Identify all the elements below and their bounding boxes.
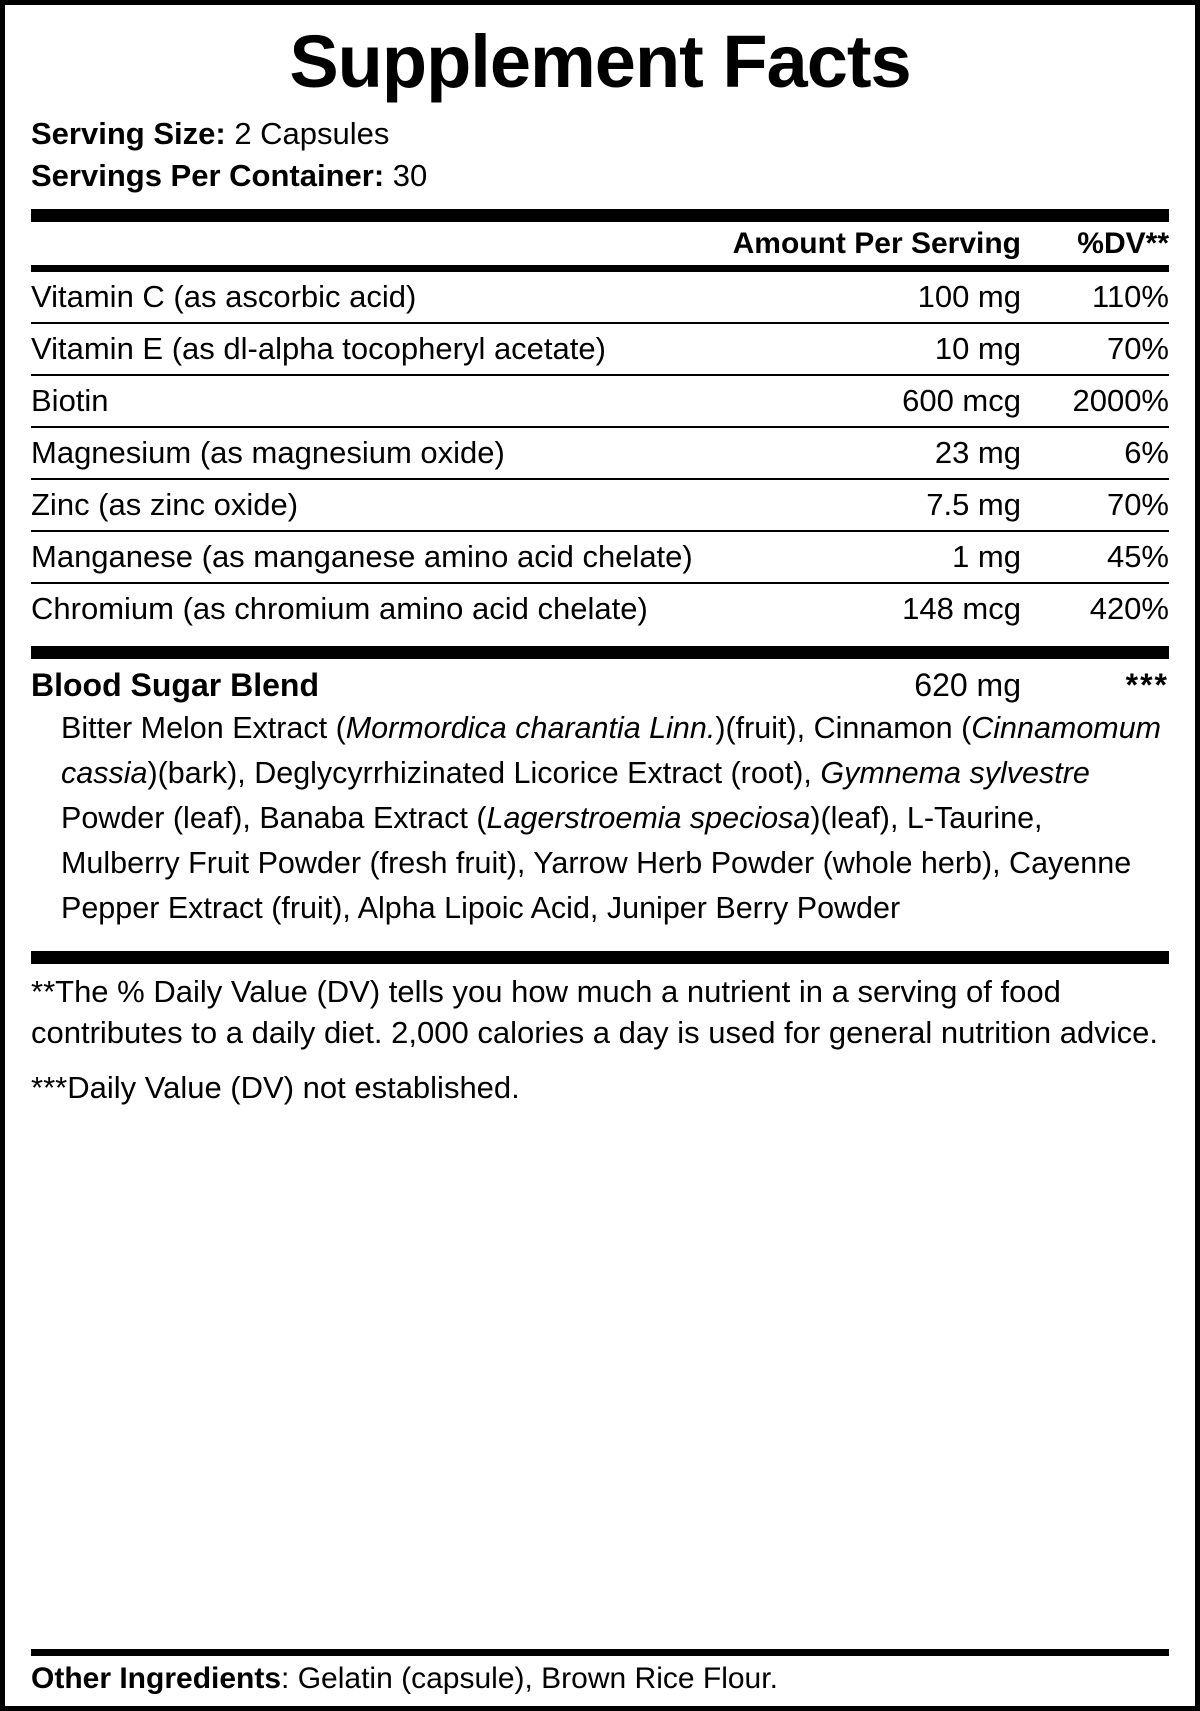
blend-dv: *** — [1125, 666, 1169, 703]
table-row — [31, 480, 1169, 530]
blend-ingredients: Bitter Melon Extract (Mormordica charantia Linn.)(fruit), Cinnamon (Cinnamomum cassia)(bark), Deglycyrrhizinated Licorice Extract (root), Gymnema sylvestre Powder (leaf), Banaba Extract (Lagerstroemia speciosa)(leaf), L-Taurine, Mulberry Fruit Powder (fresh fruit), Yarrow Herb Powder (whole herb), Cayenne Pepper Extract (fruit), Alpha Lipoic Acid, Juniper Berry Powder — [61, 710, 1162, 926]
nutrient-dv: 45% — [1106, 538, 1169, 574]
blend-name: Blood Sugar Blend — [31, 666, 319, 703]
divider-thick-blend-top — [31, 646, 1169, 659]
nutrient-amount: 100 mg — [917, 278, 1021, 314]
table-row — [31, 584, 1169, 634]
table-row — [31, 324, 1169, 374]
nutrient-name: Magnesium (as magnesium oxide) — [31, 434, 505, 470]
divider-other-ingredients — [31, 1649, 1169, 1656]
nutrient-name: Chromium (as chromium amino acid chelate) — [31, 590, 648, 626]
nutrient-name: Biotin — [31, 382, 109, 418]
nutrient-name: Zinc (as zinc oxide) — [31, 486, 299, 522]
nutrient-dv: 70% — [1106, 486, 1169, 522]
servings-per-container-label: Servings Per Container: — [31, 157, 385, 193]
footnote-not-established: ***Daily Value (DV) not established. — [31, 1070, 520, 1106]
table-row — [31, 272, 1169, 322]
nutrient-amount: 1 mg — [952, 538, 1021, 574]
column-header-amount-per-serving: Amount Per Serving — [732, 226, 1021, 260]
nutrient-amount: 23 mg — [934, 434, 1021, 470]
nutrient-dv: 2000% — [1072, 382, 1169, 418]
servings-per-container-line — [31, 155, 1169, 197]
serving-size-value: 2 Capsules — [234, 116, 390, 151]
serving-size-label: Serving Size: — [31, 116, 226, 151]
table-row — [31, 376, 1169, 426]
other-ingredients — [31, 1656, 1169, 1696]
nutrient-amount: 148 mcg — [902, 590, 1021, 626]
nutrient-amount: 600 mcg — [902, 382, 1021, 418]
nutrient-name: Manganese (as manganese amino acid chelate) — [31, 538, 693, 574]
footnote-daily-value: **The % Daily Value (DV) tells you how much a nutrient in a serving of food contributes to a daily diet. 2,000 calories a day is used for general nutrition advice. — [31, 974, 1158, 1051]
nutrient-name: Vitamin E (as dl-alpha tocopheryl acetate) — [31, 330, 606, 366]
nutrient-dv: 110% — [1092, 278, 1169, 314]
servings-per-container-value: 30 — [392, 157, 428, 193]
blend-header-row — [31, 659, 1169, 706]
nutrient-dv: 420% — [1089, 590, 1169, 626]
nutrient-dv: 70% — [1106, 330, 1169, 366]
divider-thick-top — [31, 209, 1169, 222]
page-title: Supplement Facts — [289, 20, 911, 103]
other-ingredients-value: : Gelatin (capsule), Brown Rice Flour. — [281, 1662, 778, 1695]
table-header — [31, 222, 1169, 265]
divider-under-header — [31, 265, 1169, 272]
other-ingredients-label: Other Ingredients — [31, 1662, 282, 1695]
column-header-percent-dv: %DV** — [1077, 226, 1169, 260]
serving-size-line — [31, 113, 1169, 155]
nutrient-dv: 6% — [1124, 434, 1169, 470]
nutrient-amount: 10 mg — [934, 330, 1021, 366]
spacer — [31, 1113, 1169, 1649]
table-row — [31, 428, 1169, 478]
nutrient-name: Vitamin C (as ascorbic acid) — [31, 278, 417, 314]
nutrient-amount: 7.5 mg — [926, 486, 1021, 522]
table-row — [31, 532, 1169, 582]
blend-amount: 620 mg — [914, 666, 1021, 703]
divider-thick-footnotes-top — [31, 951, 1169, 964]
